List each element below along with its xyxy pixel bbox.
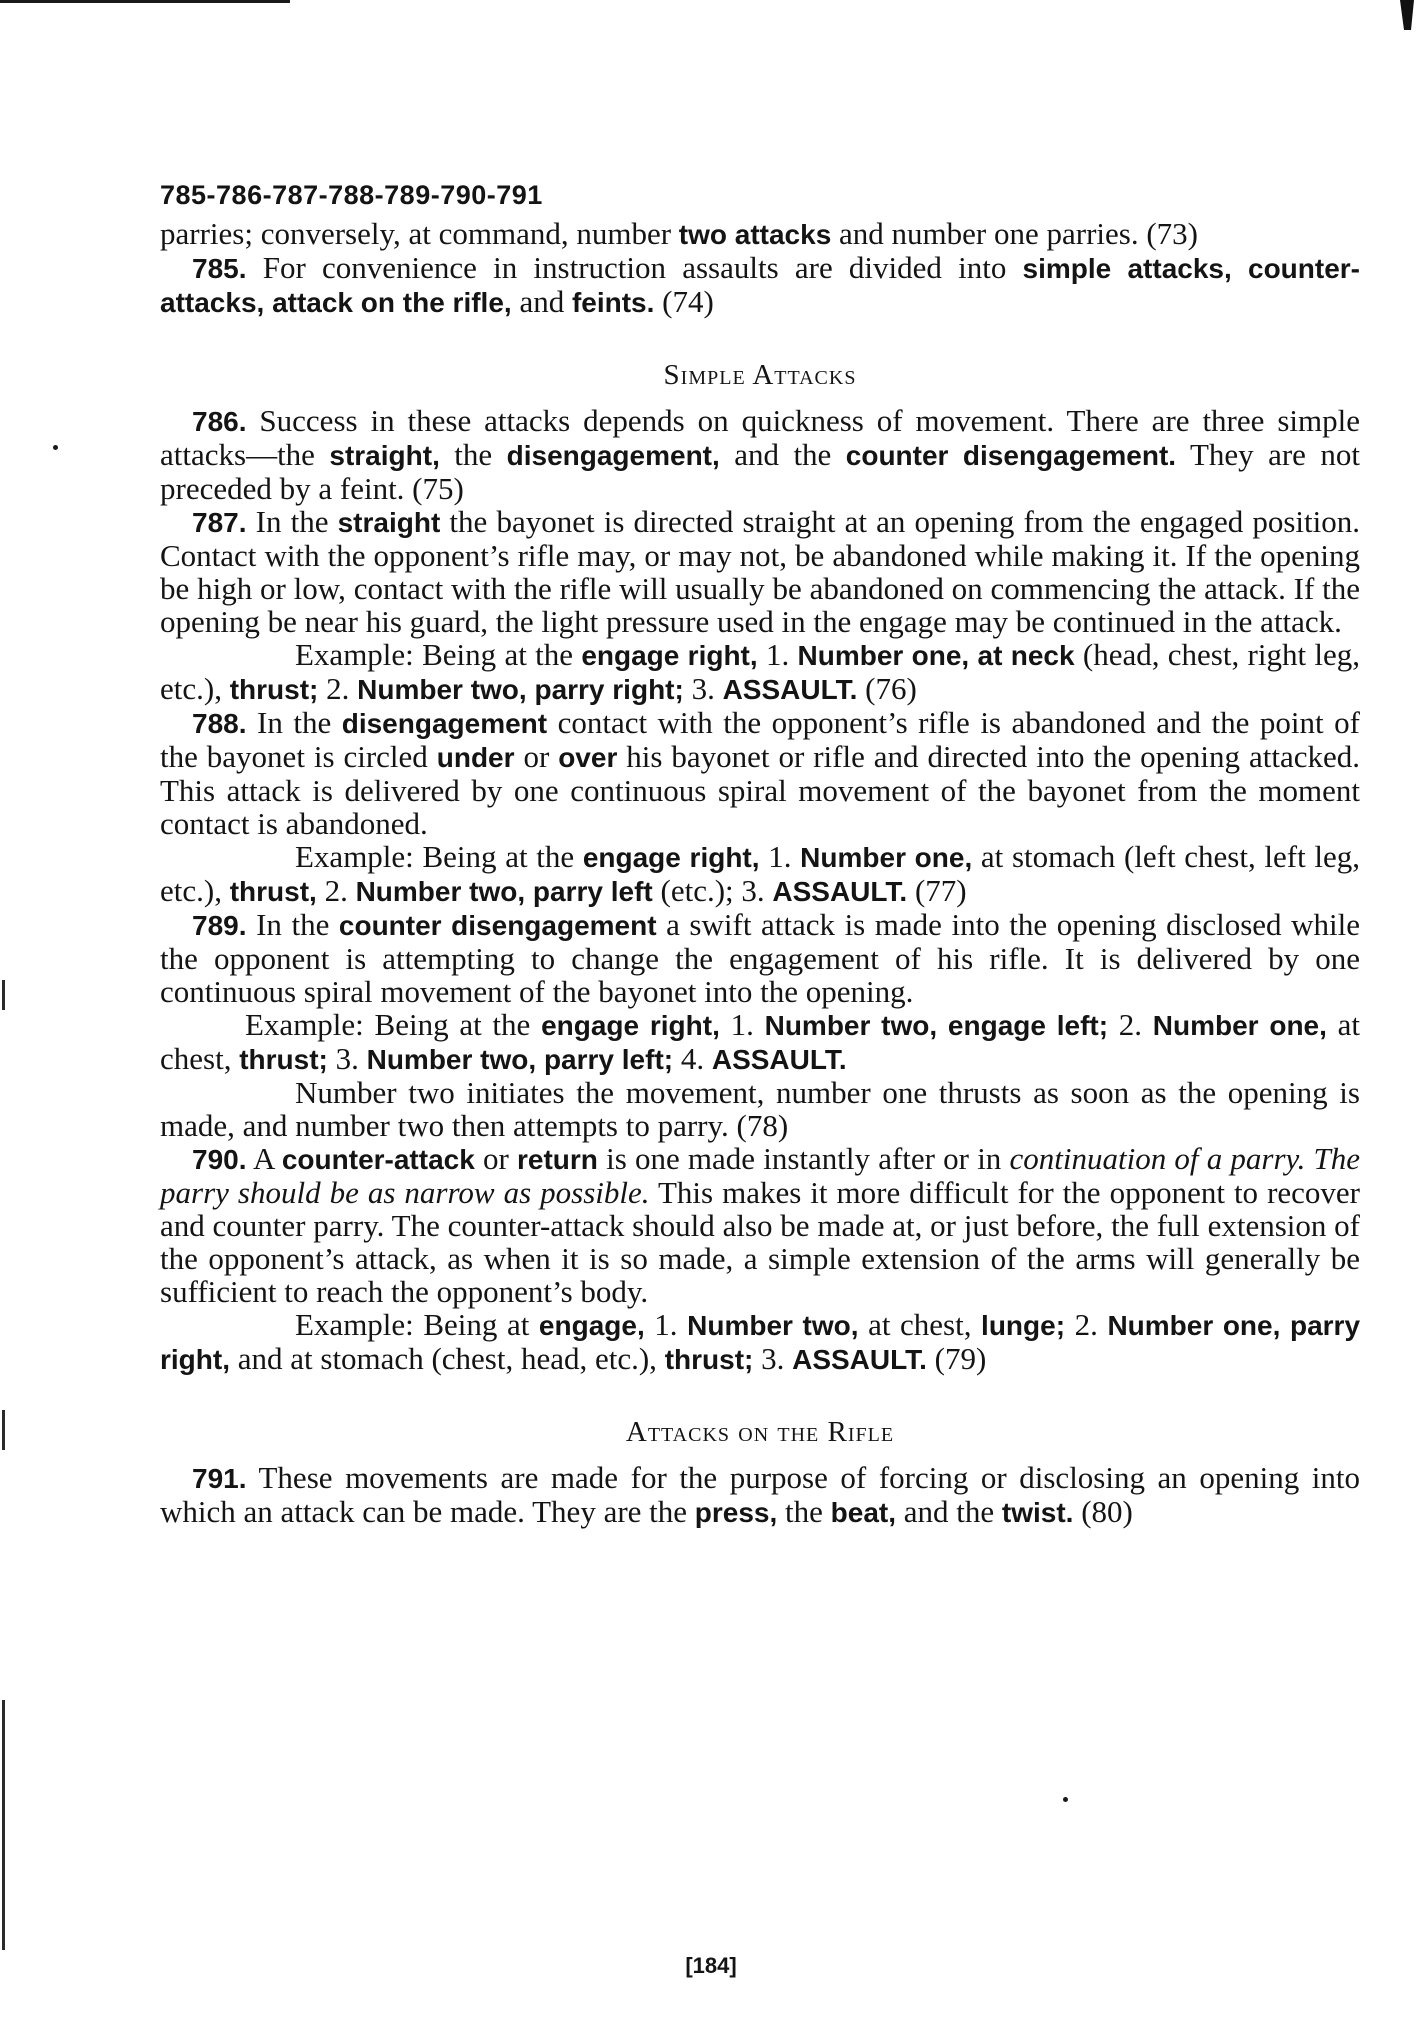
paragraph-intro: parries; conversely, at command, number two attacks and number one parries. (73) — [160, 216, 1198, 251]
paragraph-787: 787. In the straight the bayonet is directed straight at an opening from the engaged position. Contact with the opponent’s rifle may, or may not, be abandoned while making it. If the opening be high or low, contact with the rifle will usually be abandoned on commencing the attack. If the opening be near his guard, the light pressure used in the engage may be continued in the attack. — [160, 504, 1360, 639]
running-head: 785-786-787-788-789-790-791 — [160, 180, 543, 210]
paragraph-number: 787. — [192, 507, 247, 538]
note-789: Number two initiates the movement, number one thrusts as soon as the opening is made, and number two then attempts to parry. (78) — [160, 1075, 1360, 1143]
paragraph-number: 786. — [192, 406, 247, 437]
corner-mark-icon — [1398, 0, 1416, 30]
paragraph-788: 788. In the disengagement contact with the opponent’s rifle is abandoned and the point of the bayonet is circled under or over his bayonet or rifle and directed into the opening attacked. This attack is delivered by one continuous spiral movement of the bayonet from the moment contact is abandoned. — [160, 705, 1360, 841]
paragraph-number: 790. — [192, 1144, 247, 1175]
example-790: Example: Being at engage, 1. Number two, at chest, lunge; 2. Number one, parry right, and at stomach (chest, head, etc.), thrust; 3. ASSAULT. (79) — [160, 1307, 1361, 1376]
paragraph-791: 791. These movements are made for the purpose of forcing or disclosing an opening into which an attack can be made. They are the press, the beat, and the twist. (80) — [160, 1460, 1360, 1529]
page-number: [184] — [685, 1953, 737, 1978]
top-rule — [0, 0, 290, 3]
scan-edge-line — [2, 1410, 5, 1450]
margin-speck — [53, 445, 58, 450]
paragraph-number: 791. — [192, 1463, 247, 1494]
example-788: Example: Being at the engage right, 1. Number one, at stomach (left chest, left leg, etc.), thrust, 2. Number two, parry left (etc.); 3. ASSAULT. (77) — [160, 839, 1361, 908]
paragraph-790: 790. A counter-attack or return is one made instantly after or in continuation of a parry. The parry should be as narrow as possible. This makes it more difficult for the opponent to recover and counter parry. The counter-attack should also be made at, or just before, the full extension of the opponent’s attack, as when it is so made, a simple extension of the arms will generally be sufficient to reach the opponent’s body. — [160, 1141, 1361, 1309]
paragraph-786: 786. Success in these attacks depends on quickness of movement. There are three simple attacks—the straight, the disengagement, and the counter disengagement. They are not preceded by a feint. (75) — [160, 403, 1360, 506]
section-heading-simple-attacks: Simple Attacks — [663, 359, 857, 391]
heading-dot — [1063, 1797, 1068, 1802]
section-heading-attacks-on-rifle: Attacks on the Rifle — [625, 1416, 895, 1448]
scan-edge-line — [2, 980, 5, 1010]
paragraph-number: 789. — [192, 910, 247, 941]
paragraph-785: 785. For convenience in instruction assaults are divided into simple attacks, counter-attacks, attack on the rifle, and feints. (74) — [160, 250, 1360, 319]
example-789: Example: Being at the engage right, 1. Number two, engage left; 2. Number one, at chest, thrust; 3. Number two, parry left; 4. ASSAULT. — [160, 1007, 1361, 1076]
paragraph-789: 789. In the counter disengagement a swift attack is made into the opening disclosed while the opponent is attempting to change the engagement of his rifle. It is delivered by one continuous spiral movement of the bayonet into the opening. — [160, 907, 1360, 1009]
paragraph-number: 788. — [192, 708, 247, 739]
page-body — [160, 180, 1360, 1529]
paragraph-number: 785. — [192, 253, 247, 284]
scan-edge-line — [2, 1700, 5, 1950]
example-787: Example: Being at the engage right, 1. Number one, at neck (head, chest, right leg, etc.), thrust; 2. Number two, parry right; 3. ASSAULT. (76) — [160, 637, 1361, 706]
